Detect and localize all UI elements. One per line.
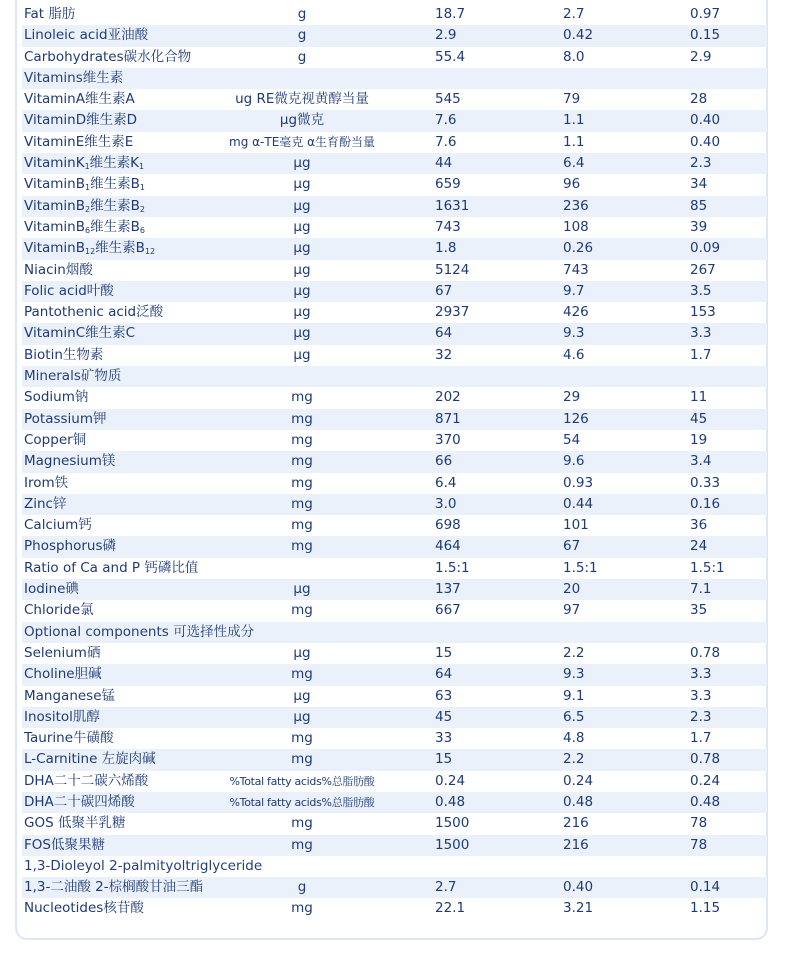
table-row	[22, 792, 767, 813]
table-row	[22, 430, 767, 451]
value-per-100g: 202	[435, 389, 461, 406]
value-per-100g: 64	[435, 325, 453, 342]
value-per-100kj: 9.7	[563, 282, 585, 299]
unit: mg	[291, 730, 313, 747]
value-per-100g: 7.6	[435, 112, 457, 129]
value-per-100kj: 54	[563, 431, 581, 448]
nutrient-name: VitaminB$_1$维生素$B_1$	[24, 176, 145, 193]
nutrient-name: FOS低聚果糖	[24, 836, 105, 853]
value-per-100g: 15	[435, 644, 453, 661]
table-row	[22, 898, 767, 919]
unit: mg α-TE毫克 α生育酚当量	[229, 134, 375, 149]
value-per-100kj: 97	[563, 602, 581, 619]
table-row	[22, 345, 767, 366]
table-row	[22, 771, 767, 792]
table-row	[22, 132, 767, 153]
value-per-100kj: 2.7	[563, 6, 585, 22]
unit: μg	[293, 176, 311, 193]
value-per-100kcal: 34	[690, 176, 708, 193]
value-per-100kj: 4.8	[563, 730, 585, 747]
nutrient-name: Phosphorus磷	[24, 538, 117, 555]
value-per-100kcal: 3.3	[690, 325, 712, 342]
table-row	[22, 409, 767, 430]
table-row	[22, 174, 767, 195]
unit: mg	[291, 517, 313, 534]
value-per-100kcal: 3.3	[690, 687, 712, 704]
value-per-100kj: 9.3	[563, 666, 585, 683]
value-per-100kj: 0.93	[563, 474, 594, 491]
nutrient-name: L-Carnitine 左旋肉碱	[24, 751, 156, 768]
value-per-100kj: 216	[563, 815, 589, 832]
nutrient-name: VitaminB$_{12}$维生素$B_{12}$	[24, 240, 156, 257]
unit: μg	[293, 155, 311, 172]
value-per-100g: 6.4	[435, 474, 457, 491]
value-per-100kj: 1.1	[563, 133, 585, 150]
table-row	[22, 536, 767, 557]
table-row	[22, 110, 767, 131]
unit: g	[297, 27, 307, 44]
value-per-100g: 2937	[435, 304, 470, 321]
table-row	[22, 579, 767, 600]
unit: g	[297, 48, 307, 65]
nutrient-name: Manganese锰	[24, 687, 116, 704]
value-per-100kcal: 0.48	[690, 793, 721, 810]
table-row	[22, 749, 767, 770]
table-row	[22, 600, 767, 621]
nutrient-name: Linoleic acid亚油酸	[24, 27, 149, 44]
table-row	[22, 643, 767, 664]
nutrient-name: Taurine牛磺酸	[24, 730, 114, 747]
value-per-100g: 22.1	[435, 900, 466, 917]
value-per-100kcal: 1.7	[690, 730, 712, 747]
unit: μg	[293, 687, 311, 704]
unit: μg微克	[279, 112, 325, 129]
value-per-100kj: 426	[563, 304, 589, 321]
unit: μg	[293, 218, 311, 235]
nutrient-name: VitaminD维生素D	[24, 112, 138, 129]
value-per-100kj: 29	[563, 389, 581, 406]
table-row	[22, 217, 767, 238]
value-per-100g: 1.8	[435, 240, 457, 257]
nutrient-name: Choline胆碱	[24, 666, 102, 683]
unit: μg	[293, 581, 311, 598]
value-per-100kcal: 0.78	[690, 751, 721, 768]
value-per-100g: 1631	[435, 197, 470, 214]
value-per-100g: 3.0	[435, 495, 457, 512]
nutrient-name: GOS 低聚半乳糖	[24, 815, 126, 832]
value-per-100kcal: 85	[690, 197, 708, 214]
unit: μg	[293, 708, 311, 725]
nutrient-name: Minerals矿物质	[24, 368, 122, 385]
unit: mg	[291, 666, 313, 683]
nutrient-name: Inositol肌醇	[24, 708, 100, 725]
value-per-100kj: 9.6	[563, 453, 585, 470]
value-per-100kcal: 24	[690, 538, 708, 555]
nutrient-name: Copper铜	[24, 431, 87, 448]
unit: μg	[293, 325, 311, 342]
nutrient-name: Biotin生物素	[24, 346, 104, 363]
value-per-100g: 659	[435, 176, 461, 193]
table-row	[22, 238, 767, 259]
value-per-100kj: 0.40	[563, 879, 594, 896]
value-per-100g: 545	[435, 91, 461, 108]
value-per-100kcal: 267	[690, 261, 716, 278]
section-header-row	[22, 622, 767, 643]
value-per-100kcal: 11	[690, 389, 708, 406]
value-per-100g: 464	[435, 538, 461, 555]
value-per-100kcal: 3.5	[690, 282, 712, 299]
nutrition-table	[22, 4, 767, 920]
nutrient-name: VitaminK$_1$维生素$K_1$	[24, 155, 145, 172]
value-per-100kj: 0.26	[563, 240, 594, 257]
unit: %Total fatty acids%总脂肪酸	[229, 795, 375, 809]
value-per-100kcal: 1.15	[690, 900, 721, 917]
value-per-100kj: 101	[563, 517, 589, 534]
nutrient-name: Zinc锌	[24, 495, 67, 512]
value-per-100kcal: 7.1	[690, 581, 712, 598]
value-per-100g: 55.4	[435, 48, 466, 65]
value-per-100kj: 9.1	[563, 687, 585, 704]
unit: %Total fatty acids%总脂肪酸	[229, 774, 375, 788]
unit: μg	[293, 304, 311, 321]
table-row	[22, 153, 767, 174]
value-per-100kj: 216	[563, 836, 589, 853]
value-per-100kj: 2.2	[563, 644, 585, 661]
value-per-100g: 66	[435, 453, 453, 470]
value-per-100kj: 236	[563, 197, 589, 214]
unit: μg	[293, 261, 311, 278]
value-per-100kcal: 153	[690, 304, 716, 321]
value-per-100kcal: 45	[690, 410, 708, 427]
value-per-100kj: 9.3	[563, 325, 585, 342]
nutrient-name: Optional components 可选择性成分	[24, 623, 255, 640]
value-per-100g: 1500	[435, 815, 470, 832]
value-per-100kj: 79	[563, 91, 581, 108]
unit: mg	[291, 751, 313, 768]
unit: mg	[291, 815, 313, 832]
value-per-100g: 33	[435, 730, 453, 747]
nutrient-name: VitaminB$_6$维生素$B_6$	[24, 218, 145, 235]
table-row	[22, 323, 767, 344]
nutrient-name: Potassium钾	[24, 410, 107, 427]
section-header-row	[22, 366, 767, 387]
nutrient-name: 1,3-二油酸 2-棕榈酸甘油三酯	[24, 879, 204, 896]
value-per-100kcal: 0.14	[690, 879, 721, 896]
nutrient-name: Vitamins维生素	[24, 69, 124, 86]
unit: mg	[291, 538, 313, 555]
value-per-100g: 137	[435, 581, 461, 598]
value-per-100kj: 1.1	[563, 112, 585, 129]
unit: mg	[291, 836, 313, 853]
value-per-100kcal: 0.09	[690, 240, 721, 257]
nutrient-name: Calcium钙	[24, 517, 92, 534]
nutrient-name: VitaminB$_2$维生素$B_2$	[24, 197, 145, 214]
unit: μg	[293, 197, 311, 214]
value-per-100kj: 20	[563, 581, 581, 598]
nutrient-name: Fat 脂肪	[24, 6, 76, 22]
nutrient-name: Irom铁	[24, 474, 69, 491]
table-row	[22, 260, 767, 281]
unit: mg	[291, 474, 313, 491]
value-per-100kcal: 0.40	[690, 112, 721, 129]
value-per-100kcal: 36	[690, 517, 708, 534]
value-per-100kj: 0.48	[563, 793, 594, 810]
value-per-100kcal: 28	[690, 91, 708, 108]
nutrient-name: Nucleotides核苷酸	[24, 900, 144, 917]
value-per-100g: 44	[435, 155, 453, 172]
value-per-100g: 698	[435, 517, 461, 534]
value-per-100g: 370	[435, 431, 461, 448]
nutrient-name: Chloride氯	[24, 602, 94, 619]
unit: g	[297, 879, 307, 896]
value-per-100g: 64	[435, 666, 453, 683]
nutrient-name: Folic acid叶酸	[24, 282, 114, 299]
value-per-100g: 1.5:1	[435, 559, 470, 576]
value-per-100kcal: 78	[690, 815, 708, 832]
table-row	[22, 835, 767, 856]
value-per-100kj: 0.24	[563, 772, 594, 789]
unit: μg	[293, 282, 311, 299]
value-per-100kj: 1.5:1	[563, 559, 598, 576]
value-per-100kcal: 35	[690, 602, 708, 619]
table-row	[22, 515, 767, 536]
table-row	[22, 451, 767, 472]
section-header-row	[22, 68, 767, 89]
value-per-100kj: 0.42	[563, 27, 594, 44]
value-per-100g: 0.48	[435, 793, 466, 810]
value-per-100kj: 67	[563, 538, 581, 555]
table-row	[22, 89, 767, 110]
nutrient-name: Iodine碘	[24, 581, 79, 598]
unit: μg	[293, 240, 311, 257]
value-per-100kj: 108	[563, 218, 589, 235]
table-row	[22, 707, 767, 728]
value-per-100kcal: 0.15	[690, 27, 721, 44]
value-per-100g: 743	[435, 218, 461, 235]
nutrient-name: Selenium硒	[24, 644, 101, 661]
table-row	[22, 4, 767, 25]
table-row	[22, 281, 767, 302]
table-row	[22, 302, 767, 323]
nutrient-name: 1,3-Dioleyol 2-palmityoltriglyceride	[24, 857, 263, 874]
table-row	[22, 196, 767, 217]
value-per-100g: 45	[435, 708, 453, 725]
value-per-100g: 32	[435, 346, 453, 363]
value-per-100g: 63	[435, 687, 453, 704]
table-row	[22, 47, 767, 68]
value-per-100kcal: 39	[690, 218, 708, 235]
unit: μg	[293, 346, 311, 363]
value-per-100kj: 3.21	[563, 900, 594, 917]
value-per-100kcal: 78	[690, 836, 708, 853]
value-per-100kcal: 0.78	[690, 644, 721, 661]
unit: mg	[291, 389, 313, 406]
table-row	[22, 494, 767, 515]
nutrient-name: Ratio of Ca and P 钙磷比值	[24, 559, 199, 576]
nutrient-name: VitaminC维生素C	[24, 325, 136, 342]
unit: μg	[293, 644, 311, 661]
table-row	[22, 25, 767, 46]
unit: ug RE微克视黄醇当量	[235, 91, 369, 108]
value-per-100kj: 2.2	[563, 751, 585, 768]
value-per-100kcal: 0.24	[690, 772, 721, 789]
section-header-row	[22, 856, 767, 877]
value-per-100kcal: 2.3	[690, 155, 712, 172]
nutrient-name: Sodium钠	[24, 389, 89, 406]
table-row	[22, 473, 767, 494]
value-per-100kcal: 0.40	[690, 133, 721, 150]
value-per-100kj: 743	[563, 261, 589, 278]
value-per-100kj: 6.4	[563, 155, 585, 172]
value-per-100g: 7.6	[435, 133, 457, 150]
value-per-100g: 871	[435, 410, 461, 427]
value-per-100g: 5124	[435, 261, 470, 278]
table-row	[22, 728, 767, 749]
table-row	[22, 877, 767, 898]
value-per-100kj: 126	[563, 410, 589, 427]
unit: mg	[291, 495, 313, 512]
unit: mg	[291, 431, 313, 448]
nutrient-name: VitaminE维生素E	[24, 133, 134, 150]
value-per-100kcal: 0.97	[690, 6, 721, 22]
unit: mg	[291, 900, 313, 917]
value-per-100g: 0.24	[435, 772, 466, 789]
nutrient-name: Niacin烟酸	[24, 261, 93, 278]
value-per-100kcal: 0.16	[690, 495, 721, 512]
nutrient-name: DHA二十二碳六烯酸	[24, 772, 149, 789]
table-row	[22, 558, 767, 579]
nutrient-name: Pantothenic acid泛酸	[24, 304, 164, 321]
value-per-100kj: 8.0	[563, 48, 585, 65]
value-per-100g: 67	[435, 282, 453, 299]
value-per-100kcal: 0.33	[690, 474, 721, 491]
table-row	[22, 813, 767, 834]
value-per-100g: 15	[435, 751, 453, 768]
value-per-100kcal: 1.7	[690, 346, 712, 363]
value-per-100kj: 0.44	[563, 495, 594, 512]
value-per-100g: 2.9	[435, 27, 457, 44]
value-per-100g: 1500	[435, 836, 470, 853]
value-per-100kcal: 3.3	[690, 666, 712, 683]
value-per-100g: 18.7	[435, 6, 466, 22]
value-per-100kj: 6.5	[563, 708, 585, 725]
value-per-100g: 667	[435, 602, 461, 619]
value-per-100kj: 4.6	[563, 346, 585, 363]
table-row	[22, 686, 767, 707]
value-per-100kcal: 1.5:1	[690, 559, 725, 576]
table-row	[22, 664, 767, 685]
unit: mg	[291, 453, 313, 470]
nutrient-name: Carbohydrates碳水化合物	[24, 48, 192, 65]
value-per-100g: 2.7	[435, 879, 457, 896]
unit: mg	[291, 602, 313, 619]
value-per-100kcal: 2.3	[690, 708, 712, 725]
table-row	[22, 387, 767, 408]
value-per-100kcal: 3.4	[690, 453, 712, 470]
value-per-100kcal: 19	[690, 431, 708, 448]
value-per-100kj: 96	[563, 176, 581, 193]
unit: mg	[291, 410, 313, 427]
value-per-100kcal: 2.9	[690, 48, 712, 65]
nutrient-name: Magnesium镁	[24, 453, 116, 470]
nutrient-name: DHA二十碳四烯酸	[24, 793, 135, 810]
unit: g	[297, 6, 307, 22]
nutrient-name: VitaminA维生素A	[24, 91, 135, 108]
